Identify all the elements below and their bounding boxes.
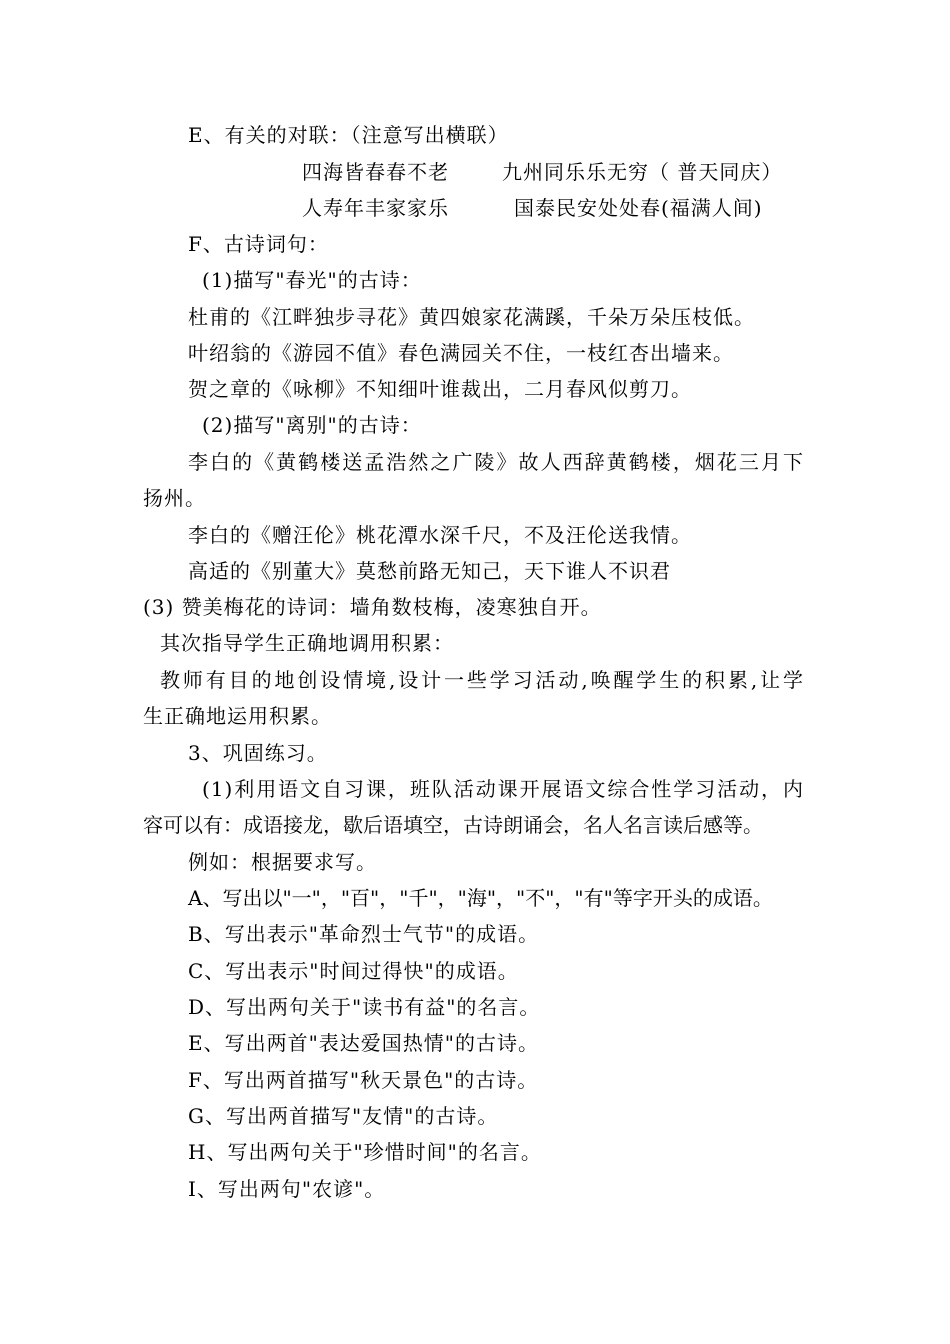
spring-poem-line: 贺之章的《咏柳》不知细叶谁裁出，二月春风似剪刀。 — [188, 377, 692, 401]
practice-task: F、写出两首描写"秋天景色"的古诗。 — [188, 1068, 539, 1092]
practice-task: A、写出以"一"，"百"，"千"，"海"，"不"，"有"等字开头的成语。 — [188, 886, 773, 910]
practice-task: B、写出表示"革命烈士气节"的成语。 — [188, 922, 540, 946]
couplet-upper-2: 人寿年丰家家乐 — [302, 196, 449, 220]
guidance-paragraph-cont: 生正确地运用积累。 — [143, 704, 332, 728]
spring-poem-line: 杜甫的《江畔独步寻花》黄四娘家花满蹊，千朵万朵压枝低。 — [188, 305, 755, 329]
practice-example: 例如：根据要求写。 — [188, 850, 377, 874]
practice-task: D、写出两句关于"读书有益"的名言。 — [188, 995, 541, 1019]
farewell-poem-line: 高适的《别董大》莫愁前路无知己，天下谁人不识君 — [188, 559, 671, 583]
spring-poems-heading: (1)描写"春光"的古诗： — [202, 268, 422, 292]
spring-poem-line: 叶绍翁的《游园不值》春色满园关不住，一枝红杏出墙来。 — [188, 341, 734, 365]
guidance-heading: 其次指导学生正确地调用积累： — [160, 631, 454, 655]
couplet-upper-1: 四海皆春春不老 — [302, 160, 449, 184]
practice-task: G、写出两首描写"友情"的古诗。 — [188, 1104, 499, 1128]
plum-poem-line: (3) 赞美梅花的诗词：墙角数枝梅，凌寒独自开。 — [143, 595, 602, 619]
couplet-lower-1: 九州同乐乐无穷（ 普天同庆） — [502, 160, 783, 184]
practice-heading: 3、巩固练习。 — [188, 741, 328, 765]
farewell-poems-heading: (2)描写"离别"的古诗： — [202, 413, 422, 437]
farewell-poem-line: 李白的《赠汪伦》桃花潭水深千尺，不及汪伦送我情。 — [188, 523, 692, 547]
practice-task: I、写出两句"农谚"。 — [188, 1177, 386, 1201]
farewell-poem-line-cont: 扬州。 — [143, 486, 206, 510]
practice-task: H、写出两句关于"珍惜时间"的名言。 — [188, 1140, 542, 1164]
guidance-paragraph: 教师有目的地创设情境,设计一些学习活动,唤醒学生的积累,让学 — [160, 668, 804, 692]
practice-task: C、写出表示"时间过得快"的成语。 — [188, 959, 519, 983]
section-f-heading: F、古诗词句： — [188, 232, 329, 256]
practice-task: E、写出两首"表达爱国热情"的古诗。 — [188, 1031, 539, 1055]
practice-item-1-cont: 容可以有：成语接龙，歇后语填空，古诗朗诵会，名人名言读后感等。 — [143, 813, 763, 837]
section-e-heading: E、有关的对联：（注意写出横联） — [188, 123, 509, 147]
practice-item-1: (1)利用语文自习课，班队活动课开展语文综合性学习活动，内 — [202, 777, 804, 801]
couplet-lower-2: 国泰民安处处春(福满人间) — [514, 196, 763, 220]
farewell-poem-line: 李白的《黄鹤楼送孟浩然之广陵》故人西辞黄鹤楼，烟花三月下 — [188, 450, 804, 474]
